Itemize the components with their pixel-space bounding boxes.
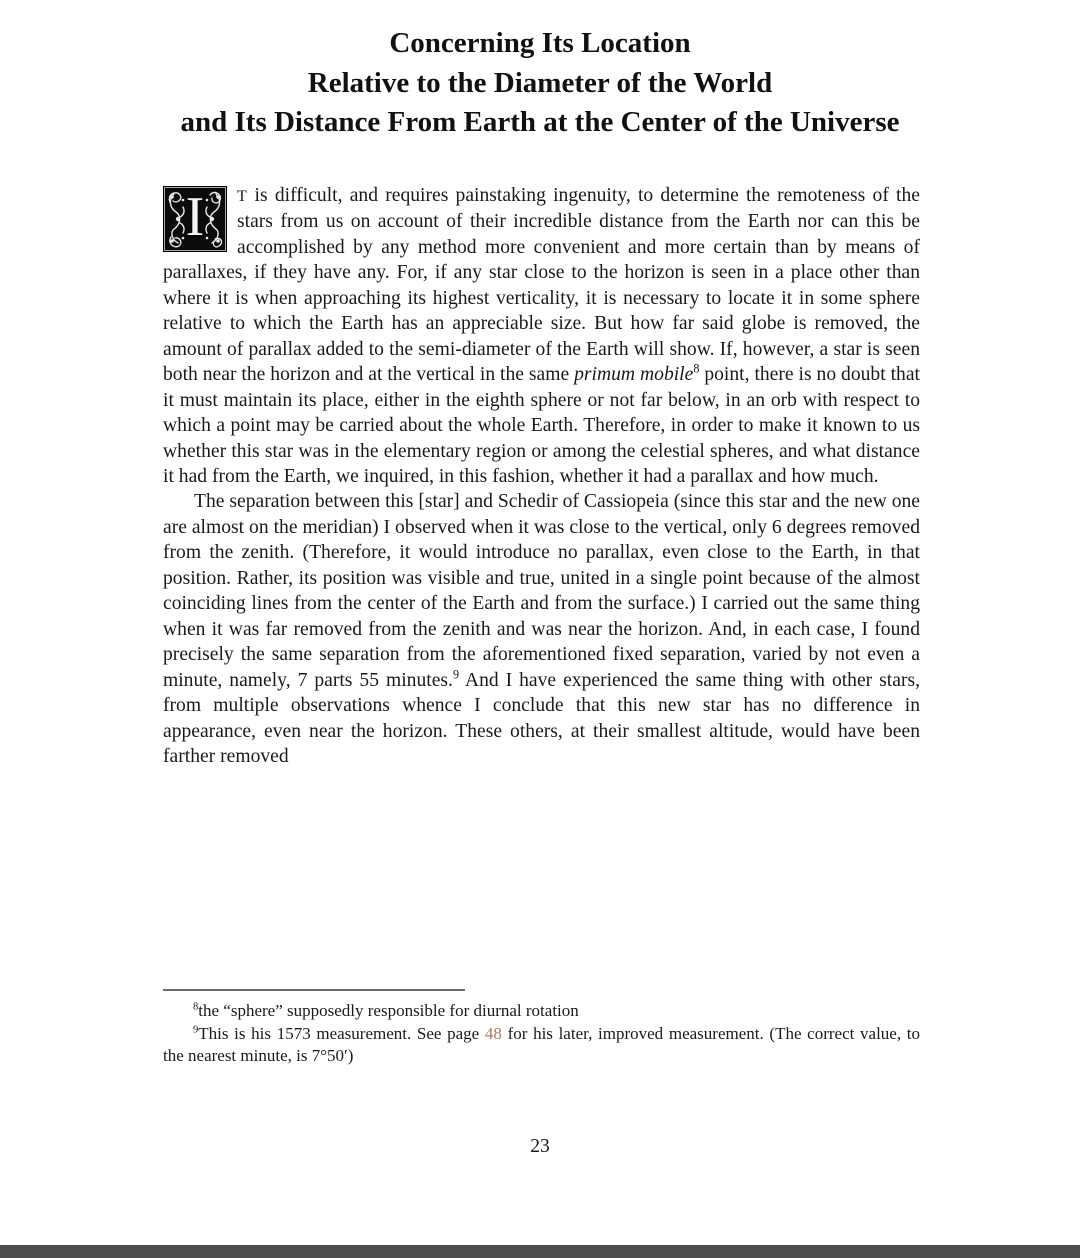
- footnote-marker: 9: [193, 1023, 199, 1035]
- footnotes: [163, 989, 920, 1068]
- text-segment: primum mobile: [574, 364, 694, 386]
- footnote-marker: 8: [193, 1001, 199, 1013]
- footnote-marker: 8: [693, 361, 700, 376]
- body-paragraph-2: The separation between this [star] and Schedir of Cassiopeia (since this star and the new one are almost on the meridian) I observed when it was close to the vertical, only 6 degrees removed from the zenith. (Therefore, it would introduce no parallax, even close to the Earth, in that position. Rather, its position was visible and true, united in a single point because of the almost coinciding lines from the center of the Earth and from the surface.) I carried out the same thing when it was far removed from the zenith and was near the horizon. And, in each case, I found precisely the same separation from the aforementioned fixed separation, varied by not even a minute, namely, 7 parts 55 minutes.$^9$ And I have experienced the same thing with other stars, from multiple observations whence I conclude that this new star has no difference in appearance, even near the horizon. These others, at their smallest altitude, would have been farther removed: [163, 491, 920, 767]
- body-paragraph-1: [163, 183, 920, 489]
- chapter-title-line-2: Relative to the Diameter of the World: [307, 66, 773, 99]
- bottom-bar: [0, 1245, 1080, 1258]
- footnote-8: $^8$the “sphere” supposedly responsible for diurnal rotation: [193, 1001, 579, 1020]
- footnote-rule: [163, 989, 465, 991]
- body-text: [163, 183, 920, 769]
- footnote-9: $^9$This is his 1573 measurement. See page 48 for his later, improved measurement. (The correct value, to the nearest minute, is 7°50′): [163, 1023, 920, 1066]
- body-paragraph-1-text: T is difficult, and requires painstaking ingenuity, to determine the remoteness of the stars from us on account of their incredible distance from the Earth nor can this be accomplished by any method more convenient and more certain than by means of parallaxes, if they have any. For, if any star close to the horizon is seen in a place other than where it is when approaching its highest verticality, it is necessary to locate it in some sphere relative to which the Earth has an appreciable size. But how far said globe is removed, the amount of parallax added to the semi-diameter of the Earth will show. If, however, a star is seen both near the horizon and at the vertical in the same primum mobile$^8$ point, there is no doubt that it must maintain its place, either in the eighth sphere or not far below, in an orb with respect to which a point may be carried about the whole Earth. Therefore, in order to make it known to us whether this star was in the elementary region or among the celestial spheres, and what distance it had from the Earth, we inquired, in this fashion, whether it had a parallax and how much.: [163, 185, 920, 487]
- chapter-title-line-3: and Its Distance From Earth at the Center of the Universe: [180, 106, 900, 138]
- chapter-title-line-1: Concerning Its Location: [389, 27, 691, 59]
- drop-cap: [163, 186, 227, 252]
- footnote-marker: 9: [452, 667, 460, 682]
- page-number: 23: [530, 1136, 550, 1157]
- drop-cap-letter: I: [185, 185, 205, 248]
- chapter-title: [0, 24, 1080, 143]
- page-ref-link[interactable]: 48: [484, 1023, 502, 1043]
- text-segment: T: [237, 188, 248, 205]
